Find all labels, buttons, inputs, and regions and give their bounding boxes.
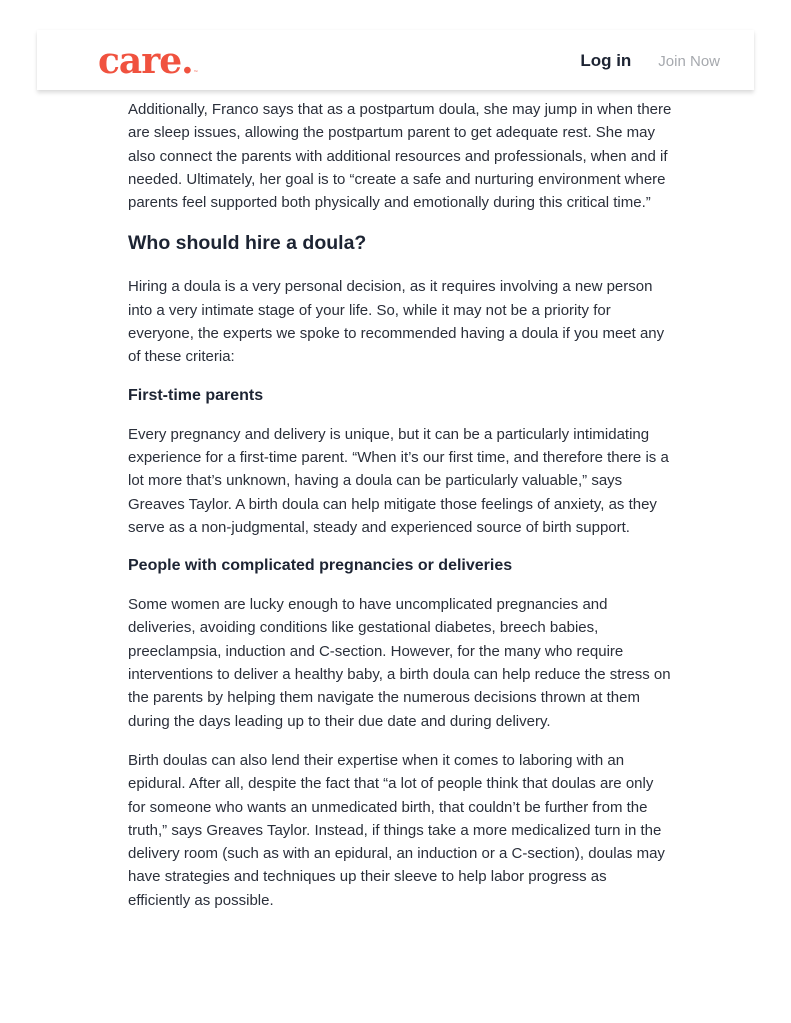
section-heading: Who should hire a doula?	[128, 232, 367, 255]
subsection-paragraph: Birth doulas can also lend their expertise when it comes to laboring with an epidural. After all, despite the fact that “a lot of people think that doulas are only for someone who wants an unmedicated birth, that couldn’t be further from the truth,” says Greaves Taylor. Instead, if things take a more medicalized turn in the delivery room (such as with an epidural, an induction or a C-section), doulas may have strategies and techniques up their sleeve to help labor progress as efficiently as possible.	[128, 751, 665, 909]
trademark-mark: ™	[193, 69, 197, 74]
article-body	[128, 98, 673, 928]
login-link[interactable]: Log in	[580, 51, 632, 70]
site-header	[37, 30, 754, 90]
join-now-link[interactable]: Join Now	[658, 52, 720, 70]
care-logo[interactable]	[98, 41, 197, 92]
section-intro-paragraph: Hiring a doula is a very personal decision, as it requires involving a new person into a very intimate stage of your life. So, while it may not be a priority for everyone, the experts we spoke to recommended having a doula if you meet any of these criteria:	[128, 278, 665, 366]
subsection-heading: People with complicated pregnancies or deliveries	[128, 557, 513, 575]
logo-wordmark: care.	[98, 40, 193, 82]
subsection-heading: First-time parents	[128, 386, 264, 404]
intro-paragraph: Additionally, Franco says that as a postpartum doula, she may jump in when there are sleep issues, allowing the postpartum parent to get adequate rest. She may also connect the parents with additional resources and professionals, when and if needed. Ultimately, her goal is to “create a safe and nurturing environment where parents feel supported both physically and emotionally during this critical time.”	[128, 101, 672, 212]
subsection-paragraph: Every pregnancy and delivery is unique, but it can be a particularly intimidating experience for a first-time parent. “When it’s our first time, and therefore there is a lot more that’s unknown, having a doula can be particularly valuable,” says Greaves Taylor. A birth doula can help mitigate those feelings of anxiety, as they serve as a non-judgmental, steady and experienced source of birth support.	[128, 425, 669, 536]
subsection-first-time-parents	[128, 385, 673, 539]
subsection-paragraph: Some women are lucky enough to have uncomplicated pregnancies and deliveries, avoiding conditions like gestational diabetes, breech babies, preeclampsia, induction and C-section. However, for the many who require interventions to deliver a healthy baby, a birth doula can help reduce the stress on the parents by helping them navigate the numerous decisions thrown at them during the days leading up to their due date and during delivery.	[128, 596, 671, 730]
subsection-complicated-pregnancies	[128, 555, 673, 912]
header-nav	[580, 51, 720, 71]
